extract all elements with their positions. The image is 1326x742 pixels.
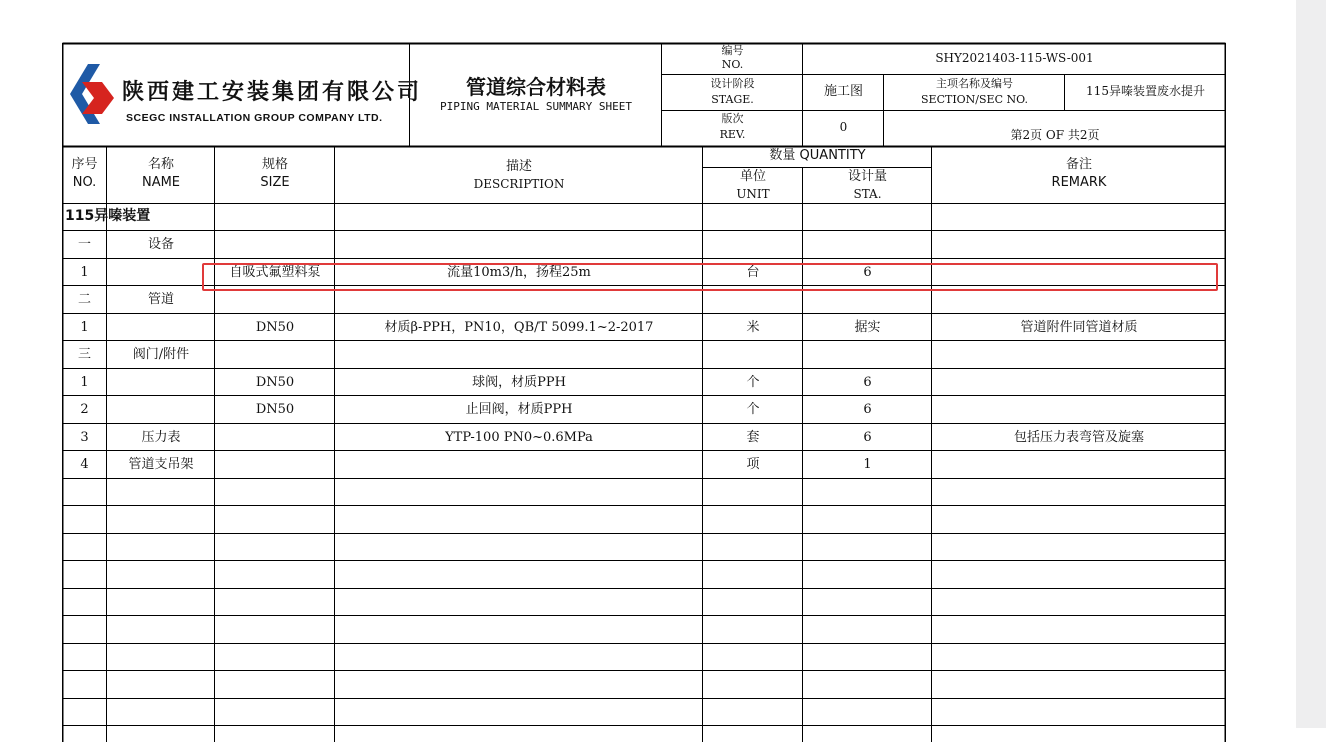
- row-6-size: DN50: [255, 375, 295, 390]
- stage-value: 施工图: [823, 84, 863, 99]
- row-9-name: 管道支吊架: [128, 457, 194, 472]
- row-2-unit: 台: [746, 265, 760, 280]
- col-remark-cn: 备注: [1065, 157, 1092, 172]
- row-8-name: 压力表: [141, 430, 181, 445]
- stage-label-cn: 设计阶段: [710, 77, 755, 90]
- row-4-no: 1: [80, 320, 89, 335]
- col-sta-cn: 设计量: [847, 169, 887, 184]
- row-7-no: 2: [80, 402, 89, 417]
- row-1-name: 设备: [147, 237, 174, 252]
- company-logo: [70, 64, 114, 124]
- col-seq-en: NO.: [72, 175, 97, 190]
- col-desc-cn: 描述: [505, 159, 532, 174]
- col-size-cn: 规格: [261, 157, 288, 172]
- selection-highlight: [202, 263, 1218, 291]
- row-8-desc: YTP-100 PN0~0.6MPa: [445, 430, 593, 445]
- col-seq-cn: 序号: [71, 157, 98, 172]
- row-8-remark: 包括压力表弯管及旋塞: [1013, 430, 1144, 445]
- col-name-cn: 名称: [147, 157, 174, 172]
- section-label-cn: 主项名称及编号: [936, 77, 1013, 90]
- col-desc-en: DESCRIPTION: [473, 177, 565, 191]
- row-2-qty: 6: [863, 265, 872, 280]
- col-unit-cn: 单位: [739, 169, 766, 184]
- rev-value: 0: [839, 120, 848, 134]
- row-4-size: DN50: [255, 320, 295, 335]
- rev-label-en: REV.: [719, 128, 746, 141]
- company-name-en: SCEGC INSTALLATION GROUP COMPANY LTD.: [126, 112, 383, 124]
- stage-label-en: STAGE.: [711, 93, 754, 106]
- section-label-en: SECTION/SEC NO.: [921, 93, 1028, 106]
- col-unit-en: UNIT: [736, 187, 770, 201]
- col-name-en: NAME: [141, 175, 181, 190]
- col-remark-en: REMARK: [1051, 175, 1107, 190]
- row-7-qty: 6: [863, 402, 872, 417]
- row-4-unit: 米: [746, 320, 760, 335]
- row-8-qty: 6: [863, 430, 872, 445]
- table-grid: [62, 42, 1226, 742]
- row-9-no: 4: [80, 457, 89, 472]
- row-9-qty: 1: [863, 457, 872, 472]
- rev-label-cn: 版次: [721, 112, 744, 125]
- row-8-unit: 套: [746, 430, 760, 445]
- row-5-no: 三: [77, 347, 91, 362]
- row-3-no: 二: [77, 292, 91, 307]
- col-sta-en: STA.: [853, 187, 882, 201]
- row-7-desc: 止回阀，材质PPH: [465, 402, 573, 417]
- material-sheet: [62, 42, 1226, 742]
- company-name-cn: 陕西建工安装集团有限公司: [122, 80, 423, 105]
- row-2-size: 自吸式氟塑料泵: [229, 265, 321, 280]
- row-3-name: 管道: [147, 292, 174, 307]
- row-4-remark: 管道附件同管道材质: [1020, 320, 1138, 335]
- row-6-desc: 球阀，材质PPH: [472, 375, 566, 390]
- sheet-title-en: PIPING MATERIAL SUMMARY SHEET: [439, 100, 633, 113]
- section-title: 115异嗪装置: [65, 208, 151, 224]
- col-size-en: SIZE: [260, 175, 290, 190]
- row-5-name: 阀门/附件: [132, 347, 190, 362]
- row-2-desc: 流量10m3/h，扬程25m: [447, 265, 591, 280]
- row-9-unit: 项: [746, 457, 760, 472]
- row-6-qty: 6: [863, 375, 872, 390]
- col-quantity-group: 数量 QUANTITY: [769, 148, 866, 163]
- row-1-no: 一: [77, 237, 91, 252]
- row-4-qty: 据实: [854, 320, 881, 335]
- row-7-unit: 个: [746, 402, 760, 417]
- page-count: 第2页 OF 共2页: [1010, 128, 1100, 142]
- no-label-en: NO.: [721, 58, 744, 71]
- sheet-title-cn: 管道综合材料表: [466, 75, 606, 99]
- no-label-cn: 编号: [721, 44, 744, 57]
- row-8-no: 3: [80, 430, 89, 445]
- row-6-unit: 个: [746, 375, 760, 390]
- scrollbar[interactable]: [1296, 0, 1326, 728]
- section-value: 115异嗪装置废水提升: [1086, 84, 1205, 98]
- drawing-number: SHY2021403-115-WS-001: [935, 51, 1094, 65]
- row-4-desc: 材质β-PPH，PN10，QB/T 5099.1~2-2017: [384, 320, 654, 335]
- row-6-no: 1: [80, 375, 89, 390]
- row-2-no: 1: [80, 265, 89, 280]
- row-7-size: DN50: [255, 402, 295, 417]
